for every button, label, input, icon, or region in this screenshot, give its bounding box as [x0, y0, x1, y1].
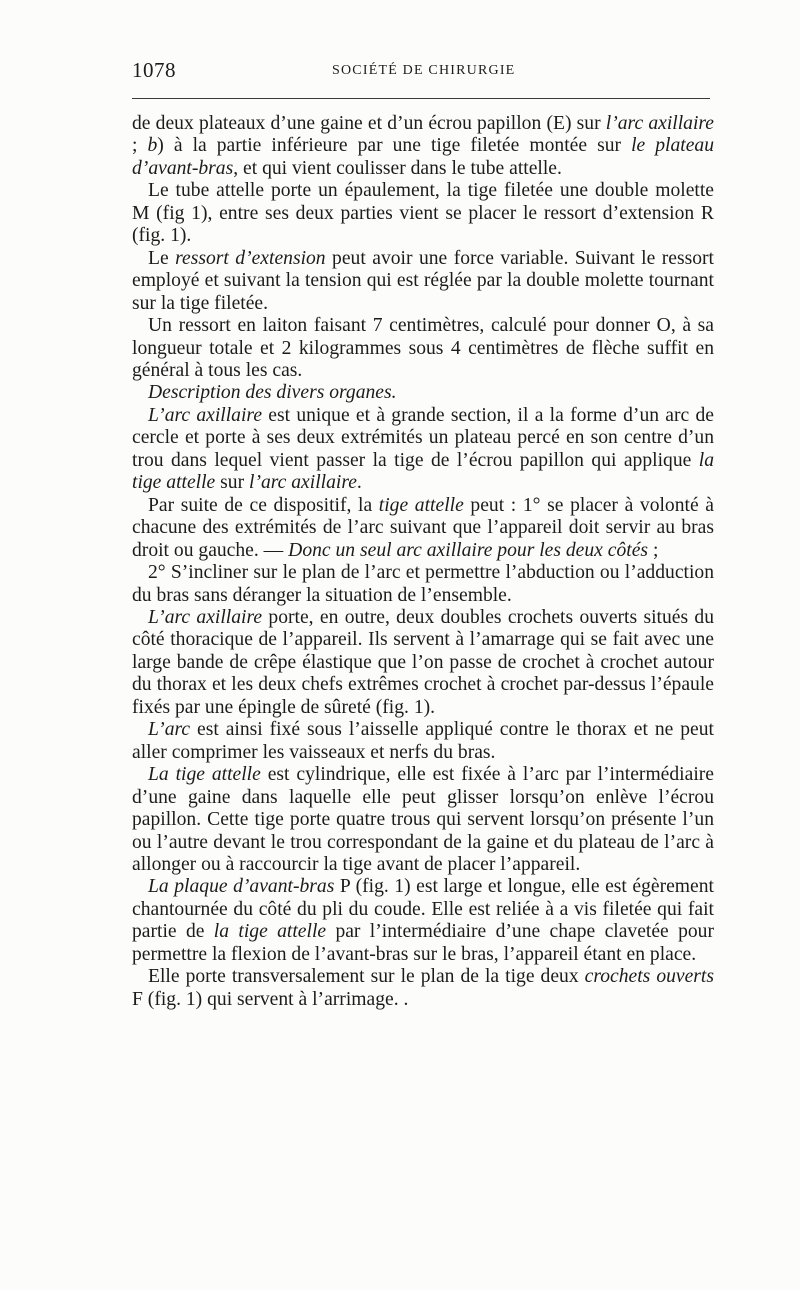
- header-rule: [132, 98, 710, 99]
- text-run: est ainsi fixé sous l’aisselle appliqué contre le thorax et ne peut aller comprimer les vaisseaux et nerfs du bras.: [132, 719, 714, 763]
- page-header: [132, 58, 710, 88]
- text-run: P (fig. 1) est large et longue, elle est égèrement chantournée du côté du pli du coude. Elle est reliée à a vis filetée qui fait partie de: [132, 876, 714, 943]
- paragraph-p12: [132, 876, 714, 966]
- italic-text: l’arc axillaire: [249, 472, 357, 494]
- italic-text: L’arc axillaire: [148, 404, 263, 426]
- paragraph-p13: [132, 966, 714, 1011]
- text-run: ;: [132, 135, 148, 157]
- text-run: est unique et à grande section, il a la forme d’un arc de cercle et porte à ses deux extrémités un plateau percé en son centre d’un trou dans lequel vient passer la tige de l’écrou papillon qui applique: [132, 404, 714, 471]
- italic-text: tige attelle: [378, 494, 464, 516]
- paragraph-p10: [132, 719, 714, 764]
- italic-text: b: [147, 135, 158, 157]
- text-run: porte, en outre, deux doubles crochets ouverts situés du côté thoracique de l’appareil. Ils servent à l’amarrage qui se fait avec une large bande de crêpe élastique que l’on passe de crochet à crochet autour du thorax et les deux chefs extrêmes crochet à crochet par-dessus l’épaule fixés par une épingle de sûreté (fig. 1).: [132, 606, 714, 718]
- paragraph-p6: [132, 405, 714, 495]
- italic-text: La plaque d’avant-bras: [148, 876, 335, 898]
- text-run: ) à la partie inférieure par une tige filetée montée sur: [157, 135, 632, 157]
- paragraph-p3: [132, 248, 714, 315]
- text-run: .: [356, 472, 362, 494]
- paragraph-p8: [132, 562, 714, 607]
- text-run: Le: [148, 247, 176, 269]
- paragraph-p9: [132, 607, 714, 719]
- text-run: de deux plateaux d’une gaine et d’un écrou papillon (E) sur: [132, 113, 606, 134]
- paragraph-p11: [132, 764, 714, 876]
- text-run: Par suite de ce dispositif, la: [148, 494, 379, 516]
- paragraph-p1: [132, 113, 714, 180]
- italic-text: le plateau d’avant-bras: [132, 135, 715, 179]
- text-run: , et qui vient coulisser dans le tube attelle.: [233, 157, 562, 179]
- italic-text: la tige attelle: [132, 449, 714, 494]
- running-head: SOCIÉTÉ DE CHIRURGIE: [332, 63, 516, 78]
- italic-text: Description des divers organes.: [148, 382, 397, 404]
- text-run: Le tube attelle porte un épaulement, la tige filetée une double molette M (fig 1), entre ses deux parties vient se placer le ressort d’extension R (fig. 1).: [132, 180, 714, 247]
- text-run: Un ressort en laiton faisant 7 centimètres, calculé pour donner O, à sa longueur totale et 2 kilogrammes sous 4 centimètres de flèche suffit en général à tous les cas.: [132, 315, 714, 381]
- text-run: 2° S’incliner sur le plan de l’arc et permettre l’abduction ou l’adduction du bras sans déranger la situation de l’ensemble.: [132, 562, 714, 606]
- text-run: est cylindrique, elle est fixée à l’arc par l’intermédiaire d’une gaine dans laquelle elle peut glisser lorsqu’on enlève l’écrou papillon. Cette tige porte quatre trous qui servent lorsqu’on présente l’un ou l’autre devant le trou correspondant de la gaine et du plateau de l’arc à allonger ou à raccourcir la tige avant de placer l’appareil.: [132, 764, 714, 875]
- text-run: sur: [215, 472, 249, 494]
- page-number: 1078: [132, 58, 176, 82]
- paragraph-p7: [132, 495, 714, 562]
- italic-text: Donc un seul arc axillaire pour les deux côtés: [288, 539, 649, 561]
- italic-text: la tige attelle: [213, 921, 327, 943]
- italic-text: La tige attelle: [148, 764, 261, 786]
- text-run: F (fig. 1) qui servent à l’arrimage. .: [132, 988, 409, 1010]
- text-run: Elle porte transversalement sur le plan de la tige deux: [148, 966, 585, 988]
- text-run: peut : 1° se placer à volonté à chacune des extrémités de l’arc suivant que l’appareil doit servir au bras droit ou gauche. —: [132, 494, 714, 561]
- paragraph-p5: [132, 382, 714, 404]
- text-run: peut avoir une force variable. Suivant le ressort employé et suivant la tension qui est réglée par la double molette tournant sur la tige filetée.: [132, 247, 714, 314]
- italic-text: L’arc axillaire: [148, 606, 263, 628]
- paragraph-p2: [132, 180, 714, 247]
- text-run: par l’intermédiaire d’une chape clavetée pour permettre la flexion de l’avant-bras sur le bras, l’appareil étant en place.: [132, 921, 714, 965]
- body-text: [132, 113, 714, 1011]
- paragraph-p4: [132, 315, 714, 382]
- italic-text: crochets ouverts: [584, 966, 715, 988]
- text-run: ;: [648, 539, 659, 561]
- italic-text: ressort d’extension: [175, 247, 326, 269]
- italic-text: L’arc: [148, 719, 191, 741]
- italic-text: l’arc axillaire: [605, 113, 715, 134]
